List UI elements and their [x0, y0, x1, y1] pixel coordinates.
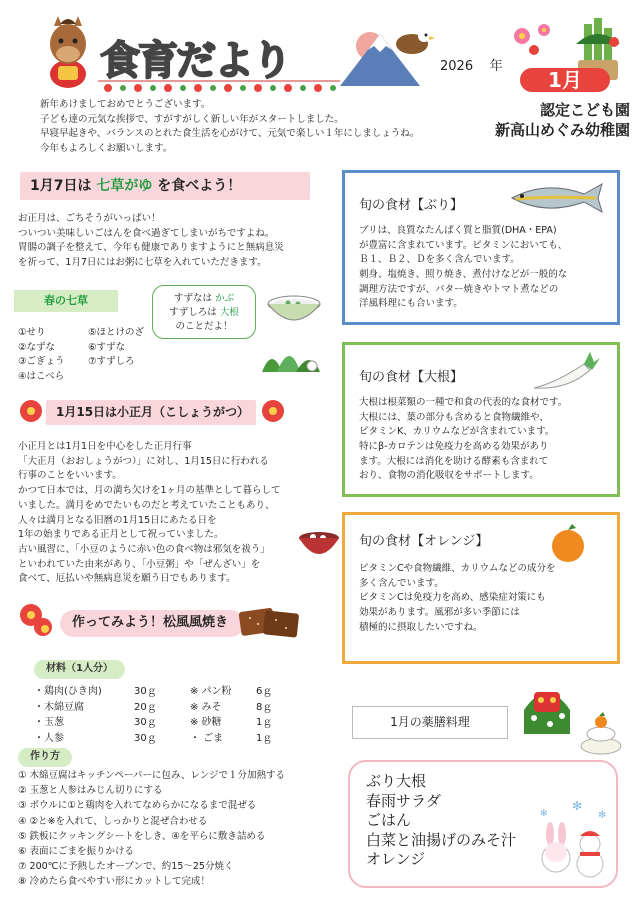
ingredient-row: ・ 玉葱 30ｇ — [34, 717, 157, 728]
menu-item: 白菜と油揚げのみそ汁 — [366, 830, 517, 849]
daikon-title: 旬の食材【大根】 — [359, 370, 464, 385]
porridge-bowl-icon — [264, 286, 324, 332]
nanakusa-text: お正月は、ごちそうがいっぱい！ ついつい美味しいごはんを食べ過ぎてしまいがちですよね。 胃腸の調子を整えて、今年も健康でありますようにと無病息災 を祈って、1月7日にはお粥に七草を入れていただきます。 — [18, 213, 284, 269]
ingredient-row: ※ みそ 8ｇ — [190, 701, 273, 713]
ingredients-list-left — [34, 684, 184, 746]
herb-list-right: ⑤ほとけのざ ⑥すずな ⑦すずしろ — [88, 327, 145, 368]
ingredient-row: ・ 鶏肉(ひき肉) 30ｇ — [34, 686, 157, 697]
yakuzen-title: 1月の薬膳料理 — [352, 706, 508, 739]
ingredient-row: ※ 砂糖 1ｇ — [190, 717, 273, 728]
buri-title: 旬の食材【ぶり】 — [359, 198, 464, 213]
kindergarten-type: 認定こども園 — [539, 101, 630, 119]
recipe-step: ⑦ 200℃に予熱したオーブンで、約15～25分焼く — [18, 861, 234, 873]
recipe-heading: 作ってみよう！松風風焼き — [60, 610, 244, 637]
year-label: 2026 年 — [440, 59, 503, 74]
svg-text:✻: ✻ — [598, 810, 607, 821]
recipe-steps — [18, 768, 348, 890]
recipe-step: ④ ②と※を入れて、しっかりと混ぜ合わせる — [18, 815, 208, 827]
steps-label: 作り方 — [18, 748, 72, 767]
menu-item: 春雨サラダ — [366, 791, 441, 810]
month-badge: 1月 — [520, 68, 610, 92]
menu-item: ごはん — [366, 811, 412, 829]
haru-nanakusa-label: 春の七草 — [14, 290, 118, 312]
ingredient-row: ※ パン粉 6ｇ — [190, 686, 273, 697]
svg-text:✻: ✻ — [572, 799, 583, 813]
ingredient-row: ・ 人参 30ｇ — [34, 732, 157, 744]
orange-fruit-icon — [548, 522, 588, 564]
nanakusa-heading: 1月7日は 七草がゆ を食べよう！ — [20, 172, 310, 200]
yellowtail-fish-icon — [506, 178, 608, 218]
matsukaze-yaki-icon — [236, 604, 302, 640]
ingredients-list-right — [190, 684, 290, 746]
orange-box: 旬の食材【オレンジ】 ビタミンCや食物繊維、カリウムなどの成分を 多く含んでいます。 ビタミンCは免疫力を高め、感染症対策にも 効果があります。風邪が多い季節には 積極的に摂取したいですね。 — [342, 512, 620, 664]
recipe-step: ① 木綿豆腐はキッチンペーパーに包み、レンジで１分加熱する — [18, 770, 285, 781]
recipe-step: ⑥ 表面にごまを振りかける — [18, 845, 135, 857]
azuki-bowl-icon — [296, 526, 342, 566]
recipe-step: ③ ボウルに①と鶏肉を入れてなめらかになるまで混ぜる — [18, 800, 257, 812]
ingredients-label: 材料（1人分） — [34, 660, 125, 679]
herb-list-left: ①せり ②なずな ③ごぎょう ④はこべら — [18, 327, 65, 383]
plum-blossom-icon — [510, 22, 570, 62]
kindergarten-name — [460, 100, 630, 141]
buri-box: 旬の食材【ぶり】 ブリは、良質なたんぱく質と脂質(DHA・EPA) が豊富に含まれています。ビタミンにおいても、 Ｂ１、Ｂ２、Ｄを多く含んでいます。 刺身、塩焼き、照り焼き、煮付けなどが一般的な 調理方法ですが、バター焼きやトマト煮などの 洋風料理にも合います。 — [342, 170, 620, 325]
mt-fuji-hawk-icon — [340, 16, 440, 86]
daikon-box: 旬の食材【大根】 大根は根菜類の一種で和食の代表的な食材です。 大根には、葉の部分も含めると食物繊維や、 ビタミンK、カリウムなどが含まれています。 特にβ-カロテンは免疫力を高める効果があり ます。大根には消化を助ける酵素も含まれて おり、食物の消化吸収をサポートします。 — [342, 342, 620, 497]
ingredient-row: ・ ごま 1ｇ — [190, 732, 273, 744]
recipe-step: ② 玉葱と人参はみじん切りにする — [18, 785, 163, 797]
recipe-step: ⑧ 冷めたら食べやすい形にカットして完成！ — [18, 876, 210, 888]
greeting-message: 新年あけましておめでとうございます。 子ども達の元気な挨拶で、すがすがしく新しい年がスタートしました。 早寝早起きや、バランスのとれた食生活を心がけて、元気で楽しい１年にしましょうね。 今年もよろしくお願いします。 — [40, 99, 420, 155]
kagami-mochi-icon — [578, 712, 624, 756]
menu-item: オレンジ — [366, 850, 426, 868]
orange-title: 旬の食材【オレンジ】 — [359, 534, 489, 549]
snow-bunny-snowman-icon — [532, 796, 616, 880]
bunting-decoration-icon — [98, 78, 340, 94]
daikon-radish-icon — [528, 348, 602, 394]
herb-speech-bubble: すずなは かぶ すずしろは 大根 のことだよ！ — [152, 285, 256, 339]
recipe-step: ⑤ 鉄板にクッキングシートをしき、④を平らに敷き詰める — [18, 830, 266, 842]
menu-item: ぶり大根 — [366, 772, 427, 790]
shishimai-icon — [520, 680, 574, 736]
kindergarten-title: 新高山めぐみ幼稚園 — [494, 121, 630, 140]
koshogatsu-text: 小正月とは1月1日を中心をした正月行事 「大正月（おおしょうがつ）」に対し、1月15日に行われる 行事のことをいいます。 かつて日本では、月の満ち欠けを1ヶ月の基準として暮らして いました。満月をめでたいものだと考えていたこともあり、 人々は満月となる旧暦の1月15日にあたる日を 1年の始まりである正月として祝っていました。 古い風習に、「小豆のように赤い色の食べ物は邪気を祓う」 といわれていた由来があり、「小豆粥」や「ぜんざい」を 食べて、厄払いや無病息災を願う日でもあります。 — [18, 441, 281, 585]
ingredient-row: ・ 木綿豆腐 20ｇ — [34, 701, 157, 713]
plum-flowers-recipe-icon — [20, 604, 60, 640]
horse-mascot-icon — [40, 14, 96, 90]
svg-text:✻: ✻ — [540, 809, 548, 819]
koshogatsu-heading: 1月15日は小正月（こしょうがつ） — [46, 400, 256, 425]
spring-herbs-icon — [252, 336, 328, 376]
title-text: 食育だより — [100, 38, 290, 84]
